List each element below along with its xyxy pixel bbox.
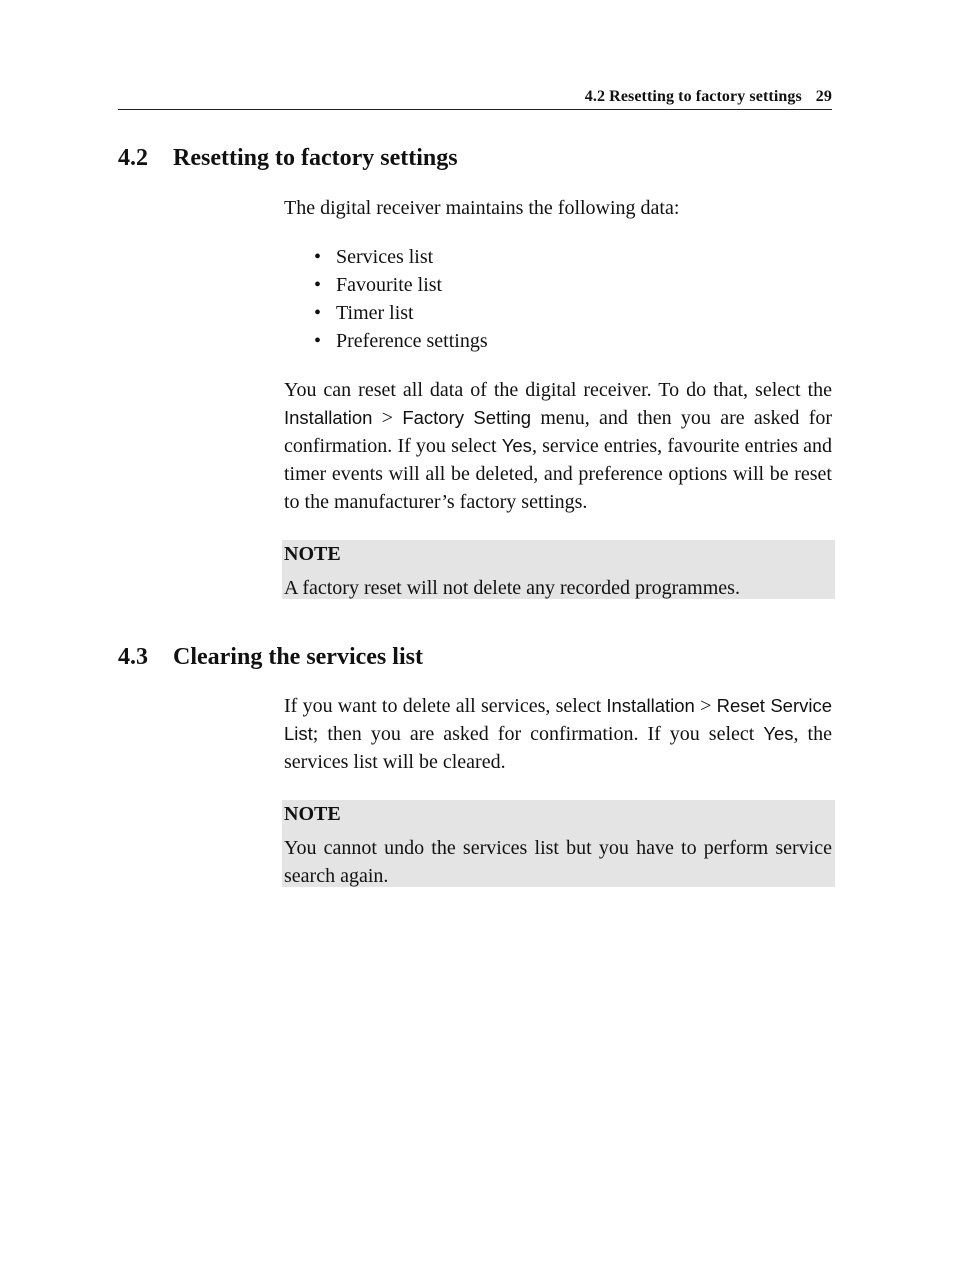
section-heading-4-2	[118, 143, 458, 173]
menu-term-reset-service-list: Reset Service List	[284, 695, 833, 744]
note-title: NOTE	[284, 543, 341, 565]
text-run: , service entries, favourite entries and timer events will all be deleted, and preference options will be reset to the manufacturer’s factory settings.	[284, 435, 832, 513]
reset-paragraph	[284, 376, 832, 516]
clear-paragraph	[284, 692, 832, 776]
menu-term-installation: Installation	[606, 695, 695, 716]
intro-paragraph	[284, 194, 832, 222]
section-heading-4-3	[118, 642, 423, 672]
bullet-icon: •	[314, 302, 322, 324]
section-number: 4.2	[118, 145, 148, 171]
section-title: Clearing the services list	[173, 644, 423, 670]
list-item	[312, 327, 488, 355]
menu-separator: >	[381, 407, 394, 429]
option-term-yes: Yes	[501, 435, 532, 456]
text-run: You can reset all data of the digital receiver. To do that, select the	[284, 379, 832, 401]
reset-text	[284, 376, 832, 516]
clear-text	[284, 692, 832, 776]
intro-text: The digital receiver maintains the following data:	[284, 197, 680, 219]
text-run: menu, and then you are asked for confirmation. If you select	[284, 407, 833, 457]
running-header-title: 4.2 Resetting to factory settings	[584, 88, 802, 105]
option-term-yes: Yes	[763, 723, 794, 744]
list-item-label: Preference settings	[336, 330, 488, 352]
page-number: 29	[815, 88, 832, 105]
running-header	[118, 86, 832, 110]
bullet-icon: •	[314, 330, 322, 352]
menu-term-installation: Installation	[284, 407, 373, 428]
section-title: Resetting to factory settings	[173, 145, 458, 171]
list-item	[312, 299, 488, 327]
list-item-label: Favourite list	[336, 274, 443, 296]
note-body: You cannot undo the services list but you have to perform service search again.	[284, 837, 832, 887]
note-body: A factory reset will not delete any recorded programmes.	[284, 577, 740, 599]
note-title: NOTE	[284, 803, 341, 825]
menu-term-factory-setting: Factory Setting	[402, 407, 532, 428]
note-box	[282, 540, 835, 599]
list-item	[312, 243, 488, 271]
text-run: If you want to delete all services, select	[284, 695, 607, 717]
data-list	[312, 243, 488, 355]
menu-separator: >	[700, 695, 712, 717]
list-item-label: Timer list	[336, 302, 414, 324]
list-item	[312, 271, 488, 299]
bullet-icon: •	[314, 246, 322, 268]
note-box	[282, 800, 835, 887]
text-run: ; then you are asked for confirmation. If you select	[312, 723, 764, 745]
section-number: 4.3	[118, 644, 148, 670]
list-item-label: Services list	[336, 246, 434, 268]
running-header-text	[585, 86, 832, 108]
text-run: , the services list will be cleared.	[284, 723, 832, 773]
bullet-icon: •	[314, 274, 322, 296]
